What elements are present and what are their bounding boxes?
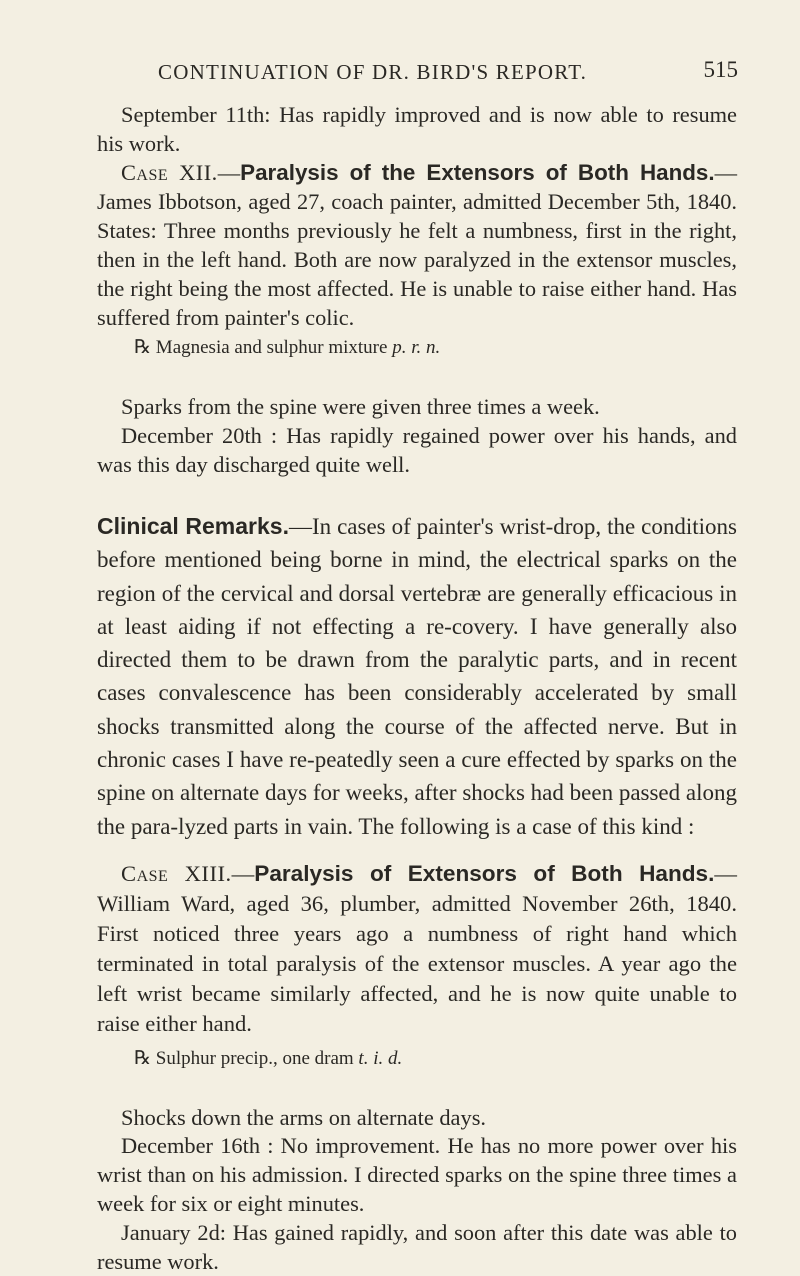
paragraph-sparks: Sparks from the spine were given three times a week. <box>121 394 600 419</box>
page-number: 515 <box>703 57 738 82</box>
case-12-dash-2: — <box>714 160 737 185</box>
case-12-label: Case XII. <box>121 160 218 185</box>
rx-1-abbr: p. r. n. <box>392 337 441 358</box>
case-13-dash: — <box>231 861 255 886</box>
clinical-remarks-text: —In cases of painter's wrist-drop, the conditions before mentioned being borne in mind, the electrical sparks on the region of the cervical and dorsal vertebræ are generally efficacious in at least aiding if not effecting a re-covery. I have generally also directed them to be drawn from the paralytic parts, and in recent cases convalescence has been considerably accelerated by small shocks transmitted along the course of the affected nerve. But in chronic cases I have re-peatedly seen a cure effected by sparks on the spine on alternate days for weeks, after shocks had been passed along the para-lyzed parts in vain. The following is a case of this kind : <box>97 514 737 839</box>
running-header <box>158 57 738 85</box>
rx-symbol: ℞ <box>134 337 152 358</box>
running-title: CONTINUATION OF DR. BIRD'S REPORT. <box>158 60 588 84</box>
paragraph-shocks: Shocks down the arms on alternate days. <box>121 1105 487 1130</box>
rx-symbol-2: ℞ <box>134 1048 152 1069</box>
case-13-dash-2: — <box>714 861 737 886</box>
paragraph-sept-11: September 11th: Has rapidly improved and is now able to resume his work. <box>97 102 737 156</box>
paragraph-jan-2: January 2d: Has gained rapidly, and soon after this date was able to resume work. <box>97 1220 737 1274</box>
paragraph-dec-16: December 16th : No improvement. He has no more power over his wrist than on his admission. I directed sparks on the spine three times a week for six or eight minutes. <box>97 1133 737 1216</box>
clinical-remarks-paragraph <box>97 510 737 843</box>
case-12-dash: — <box>217 160 241 185</box>
rx-2-abbr: t. i. d. <box>358 1048 403 1069</box>
rx-2-text: Sulphur precip., one dram <box>151 1048 359 1069</box>
case-13-paragraph <box>97 859 737 1039</box>
clinical-remarks-heading: Clinical Remarks. <box>97 513 289 539</box>
case-13-text: William Ward, aged 36, plumber, admitted November 26th, 1840. First noticed three years ago a numbness of right hand which terminated in total paralysis of the extensor muscles. A year ago the left wrist became similarly affected, and he is now quite unable to raise either hand. <box>97 891 737 1036</box>
case-12-text: James Ibbotson, aged 27, coach painter, admitted December 5th, 1840. States: Three months previously he felt a numbness, first in the right, then in the left hand. Both are now paralyzed in the extensor muscles, the right being the most affected. He is unable to raise either hand. Has suffered from painter's colic. <box>97 189 737 330</box>
case-12-title: Paralysis of the Extensors of Both Hands. <box>240 160 715 185</box>
rx-1-text: Magnesia and sulphur mixture <box>151 337 393 358</box>
case-13-label: Case XIII. <box>121 861 232 886</box>
prescription-2 <box>134 1047 402 1070</box>
paragraph-dec-20: December 20th : Has rapidly regained power over his hands, and was this day discharged quite well. <box>97 423 737 477</box>
case-12-paragraph <box>97 158 737 332</box>
prescription-1 <box>134 336 440 359</box>
case-13-title: Paralysis of Extensors of Both Hands. <box>254 861 715 886</box>
